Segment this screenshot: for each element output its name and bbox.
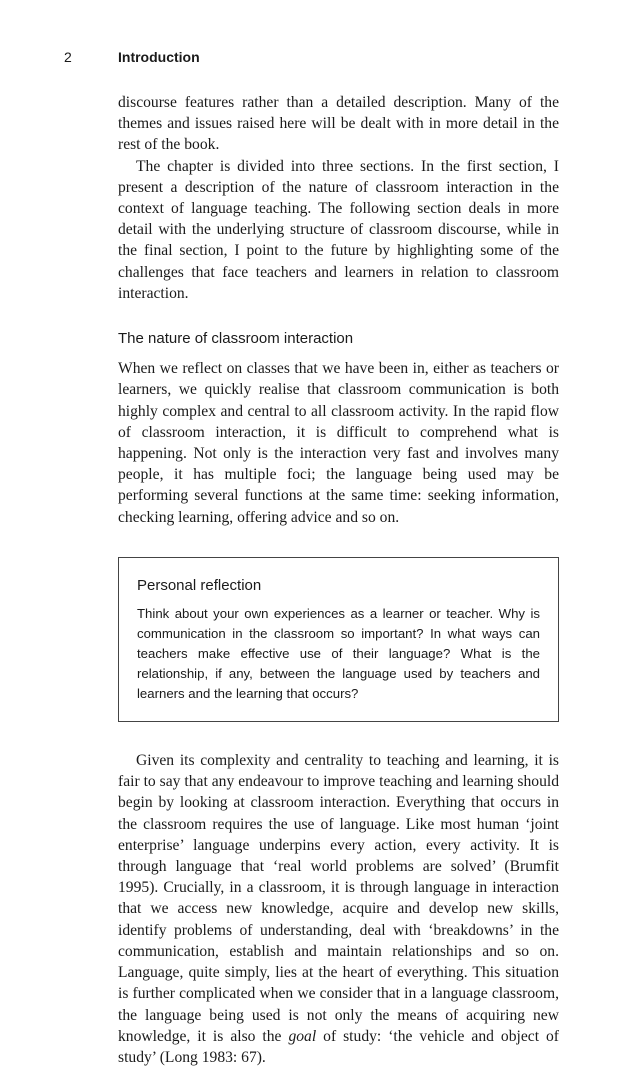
paragraph-4	[118, 750, 559, 1068]
running-head-title: Introduction	[118, 49, 200, 65]
section-heading: The nature of classroom interaction	[118, 330, 354, 348]
reflection-text: Think about your own experiences as a learner or teacher. Why is communication in the classroom so important? In what ways can teachers make effective use of their language? What is the relationship, if any, between the language used by teachers and learners and the learning that occurs?	[137, 606, 540, 702]
personal-reflection-box	[118, 557, 559, 722]
paragraph-1: discourse features rather than a detailed description. Many of the themes and issues raised here will be dealt with in more detail in the rest of the book.	[118, 94, 559, 154]
paragraph-4-text-a: Given its complexity and centrality to teaching and learning, it is fair to say that any endeavour to improve teaching and learning should begin by looking at classroom interaction. Everything that occurs in the classroom requires the use of language. Like most human ‘joint enterprise’ language underpins every action, every activity. It is through language that ‘real world problems are solved’ (Brumfit 1995). Crucially, in a classroom, it is through language in interaction that we access new knowledge, acquire and develop new skills, identify problems of understanding, deal with ‘breakdowns’ in the communication, establish and maintain relationships and so on. Language, quite simply, lies at the heart of everything. This situation is further complicated when we consider that in a language classroom, the language being used is not only the means of acquiring new knowledge, it is also the	[118, 752, 559, 1045]
reflection-title: Personal reflection	[137, 576, 262, 594]
page-body	[118, 92, 559, 1068]
running-header	[64, 49, 564, 65]
paragraph-4-emphasis: goal	[288, 1027, 317, 1045]
paragraph-2: The chapter is divided into three sections. In the first section, I present a description of the nature of classroom interaction in the context of language teaching. The following section deals in more detail with the underlying structure of classroom discourse, while in the final section, I point to the future by highlighting some of the challenges that face teachers and learners in relation to classroom interaction.	[118, 157, 559, 302]
page-number: 2	[64, 49, 72, 65]
paragraph-3: When we reflect on classes that we have been in, either as teachers or learners, we quickly realise that classroom communication is both highly complex and central to all classroom activity. In the rapid flow of classroom interaction, it is difficult to comprehend what is happening. Not only is the interaction very fast and involves many people, it has multiple foci; the language being used may be performing several functions at the same time: seeking information, checking learning, offering advice and so on.	[118, 360, 559, 526]
paragraph-4-text-b: of study: ‘the vehicle and object of study’ (Long 1983: 67).	[118, 1027, 559, 1066]
